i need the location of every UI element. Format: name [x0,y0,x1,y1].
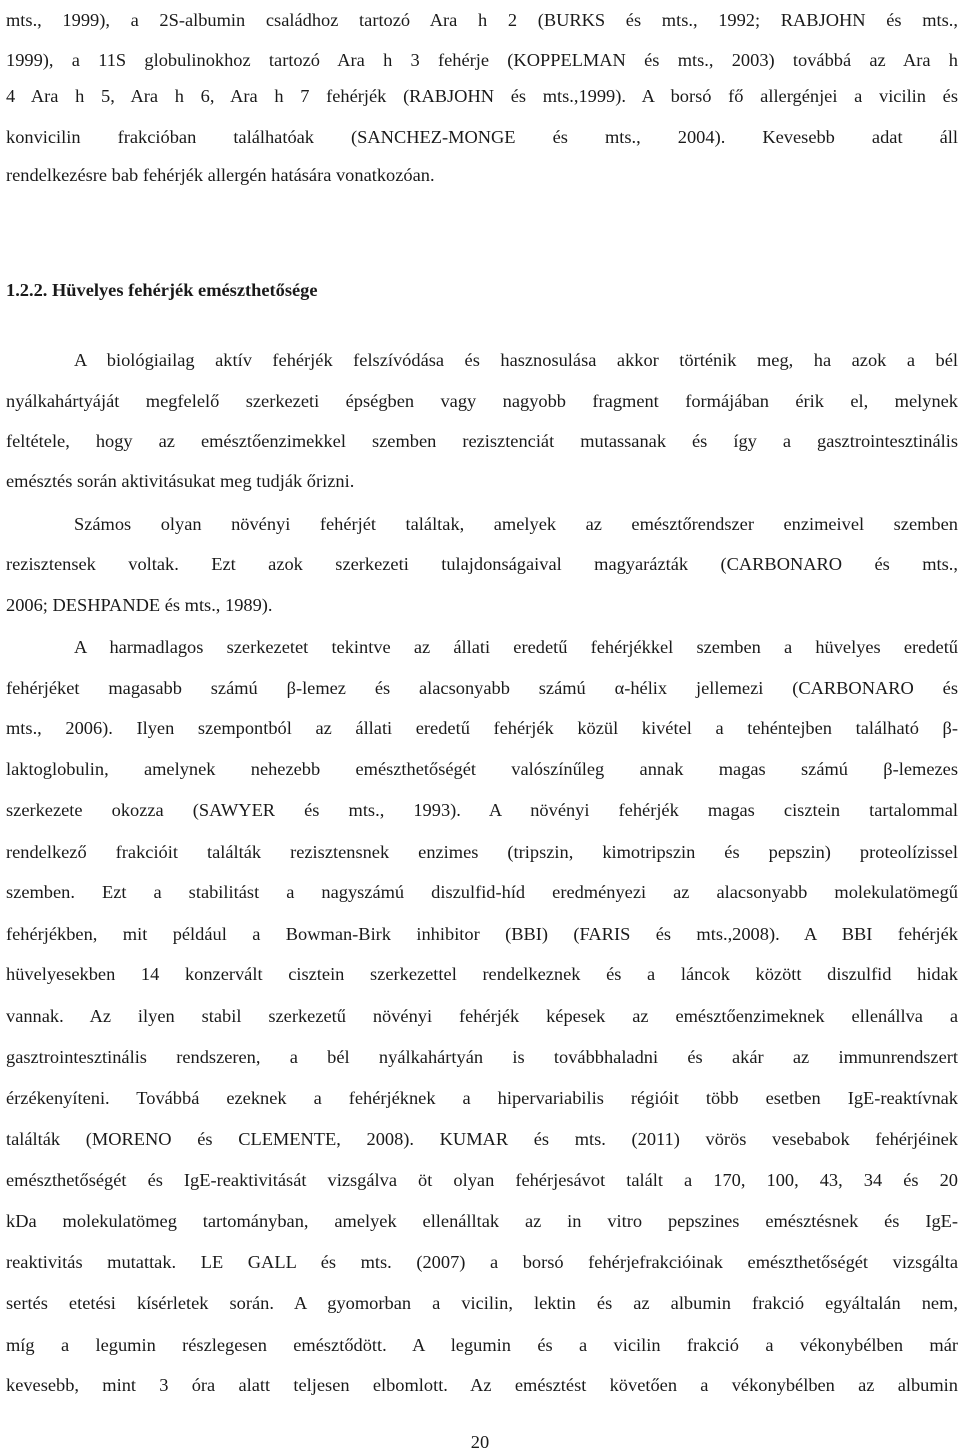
text-line: sertés etetési kísérletek során. A gyomorban a vicilin, lektin és az albumin frakció egyáltalán nem, [6,1293,958,1313]
text-line: A harmadlagos szerkezetet tekintve az állati eredetű fehérjékkel szemben a hüvelyes eredetű [74,637,958,657]
text-line: vannak. Az ilyen stabil szerkezetű növényi fehérjék képesek az emésztőenzimeknek ellenállva a [6,1006,958,1026]
text-line: hüvelyesekben 14 konzervált cisztein szerkezettel rendelkeznek és a láncok között diszulfid hidak [6,964,958,984]
text-line: A biológiailag aktív fehérjék felszívódása és hasznosulása akkor történik meg, ha azok a bél [74,350,958,370]
text-line: 2006; DESHPANDE és mts., 1989). [6,595,273,615]
text-line: laktoglobulin, amelynek nehezebb emészthetőségét valószínűleg annak magas számú β-lemezes [6,759,958,779]
text-line: konvicilin frakcióban találhatóak (SANCHEZ-MONGE és mts., 2004). Kevesebb adat áll [6,127,958,147]
text-line: Számos olyan növényi fehérjét találtak, amelyek az emésztőrendszer enzimeivel szemben [74,514,958,534]
text-line: fehérjéket magasabb számú β-lemez és alacsonyabb számú α-hélix jellemezi (CARBONARO és [6,678,958,698]
text-line: reaktivitás mutattak. LE GALL és mts. (2007) a borsó fehérjefrakcióinak emészthetőségét vizsgálta [6,1252,958,1272]
text-line: fehérjékben, mit például a Bowman-Birk inhibitor (BBI) (FARIS és mts.,2008). A BBI fehérjék [6,924,958,944]
text-line: mts., 2006). Ilyen szempontból az állati eredetű fehérjék közül kivétel a tehéntejben található β- [6,718,958,738]
text-line: gasztrointesztinális rendszeren, a bél nyálkahártyán is továbbhaladni és akár az immunrendszert [6,1047,958,1067]
text-line: mts., 1999), a 2S-albumin családhoz tartozó Ara h 2 (BURKS és mts., 1992; RABJOHN és mts., [6,10,958,30]
text-line: kDa molekulatömeg tartományban, amelyek ellenálltak az in vitro pepszines emésztésnek és IgE- [6,1211,958,1231]
text-line: rendelkező frakcióit találták rezisztensnek enzimes (tripszin, kimotripszin és pepszin) proteolízissel [6,842,958,862]
text-line: szerkezete okozza (SAWYER és mts., 1993). A növényi fehérjék magas cisztein tartalommal [6,800,958,820]
page-number: 20 [470,1432,490,1452]
text-line: találták (MORENO és CLEMENTE, 2008). KUMAR és mts. (2011) vörös vesebabok fehérjéinek [6,1129,958,1149]
text-line: 4 Ara h 5, Ara h 6, Ara h 7 fehérjék (RABJOHN és mts.,1999). A borsó fő allergénjei a vicilin és [6,86,958,106]
text-line: míg a legumin részlegesen emésztődött. A legumin és a vicilin frakció a vékonybélben már [6,1335,958,1355]
text-line: rezisztensek voltak. Ezt azok szerkezeti tulajdonságaival magyarázták (CARBONARO és mts., [6,554,958,574]
text-line: feltétele, hogy az emésztőenzimekkel szemben rezisztenciát mutassanak és így a gasztrointesztinális [6,431,958,451]
text-line: nyálkahártyáját megfelelő szerkezeti épségben vagy nagyobb fragment formájában érik el, melynek [6,391,958,411]
text-line: érzékenyíteni. Továbbá ezeknek a fehérjéknek a hipervariabilis régióit több esetben IgE-reaktívnak [6,1088,958,1108]
text-line: emészthetőségét és IgE-reaktivitását vizsgálva öt olyan fehérjesávot talált a 170, 100, 43, 34 és 20 [6,1170,958,1190]
section-heading: 1.2.2. Hüvelyes fehérjék emészthetősége [6,280,318,300]
text-line: kevesebb, mint 3 óra alatt teljesen elbomlott. Az emésztést követően a vékonybélben az albumin [6,1375,958,1395]
text-line: emésztés során aktivitásukat meg tudják őrizni. [6,471,355,491]
text-line: 1999), a 11S globulinokhoz tartozó Ara h 3 fehérje (KOPPELMAN és mts., 2003) továbbá az Ara h [6,50,958,70]
text-line: rendelkezésre bab fehérjék allergén hatására vonatkozóan. [6,165,435,185]
text-line: szemben. Ezt a stabilitást a nagyszámú diszulfid-híd eredményezi az alacsonyabb molekulatömegű [6,882,958,902]
